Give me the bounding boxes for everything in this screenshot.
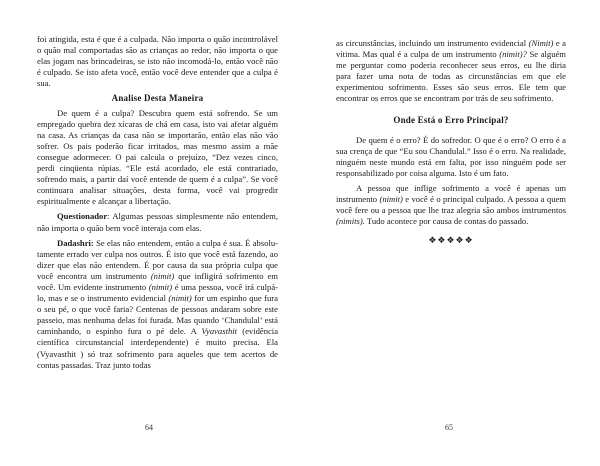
- right-paragraph-3: [336, 183, 566, 227]
- right-page-number: 65: [445, 423, 453, 432]
- term-nimit-d: (nimits).: [336, 216, 365, 227]
- right-text-3: Se alguém me perguntar como poderia reconhecer seus erros, eu lhe diria para fazer uma nota de todas as circunstâncias em que ele experimentou sofrimento. Esses são seus erros. Ele tem que encontrar os erros que se encontram por trás de seu sofrimento.: [336, 49, 566, 104]
- term-nimit-3: (nimit): [168, 293, 192, 304]
- right-text-5: e você é o principal culpado. A pessoa a quem você fere ou a pessoa que lhe traz alegria são ambos instrumentos: [336, 194, 566, 216]
- dadashri-label: Dadashri:: [57, 237, 94, 248]
- left-section-heading: Analise Desta Maneira: [111, 93, 204, 104]
- left-text-column: [37, 34, 278, 371]
- questioner-label: Questionador: [57, 211, 108, 222]
- dadashri-text-5: (evidência científica circunstancial interdependente) é muito precisa. Ela (Vyavasthit ) só traz sofrimento para aqueles que tem acertos de contas passadas. Traz junto todas: [37, 326, 279, 370]
- dadashri-text-1: Se elas não entendem, então a culpa é sua. É absolu- tamente errado ver culpa nos outros. É isto que você está fazendo, ao dizer que elas não entendem. É por causa da sua própria culpa que você encontra um instrumento: [37, 237, 278, 281]
- term-nimit-b: (nimit)?: [499, 49, 527, 60]
- dadashri-text-3: é uma pessoa, você irá culpá-lo, mas e se o instrumento evidencial: [37, 281, 278, 304]
- questioner-text: : Algumas pessoas simplesmente não entendem, não importa o quão bem você interaja com elas.: [37, 211, 278, 233]
- section-ornament: ❖❖❖❖❖: [428, 235, 474, 246]
- left-paragraph-2: De quem é a culpa? Descubra quem está sofrendo. Se um empregado quebra dez xícaras de chá em casa, isto vai afetar alguém na casa. As crianças da casa não se importarão, então elas não vão sofrer. Os pais poderão ficar irritados, mas mesmo assim a mãe consegue adormecer. O pai calcula o prejuízo, “Dez vezes cinco, perdi cinqüenta rúpias. “Ele está acordado, ele está contrariado, sofrendo mais, a partir daí você entende de quem é a culpa”. Se você continuara analisar situações, desta forma, você vai progredir espiritualmente e alcançar a libertação.: [37, 107, 278, 207]
- dadashri-text-4: for um espinho que fura o seu pé, o que você faria? Centenas de pessoas andaram sobre este passeio, mas nenhuma delas foi furada. Mas quando ‘Chandulal’ está caminhando, o espinho fura o pé dele. A: [37, 293, 278, 337]
- right-text-column: [336, 38, 566, 247]
- right-paragraph-2: De quem é o erro? É do sofredor. O que é o erro? O erro é a sua crença de que “Eu sou Chandulal.” Isso é o erro. Na realidade, ninguém neste mundo está em falta, por isso ninguém pode ser responsabilizado por coisa alguma. Isto é um fato.: [336, 134, 566, 178]
- left-paragraph-continued: foi atingida, esta é que é a culpada. Não importa o quão incontrolável o quão mal comportadas são as crianças ao redor, não importa o que elas jogam nas brincadeiras, se isto não incomodá-lo, então você não é culpado. Se isto afeta você, então você deve entender que a culpa é sua.: [37, 34, 278, 89]
- right-text-6: Tudo acontece por causa de contas do passado.: [364, 216, 529, 227]
- dadashri-text-2: que infligirá sofrimento em você. Um evidente instrumento: [37, 270, 278, 292]
- term-vyavasthit: Vyavasthit: [201, 326, 238, 337]
- right-text-4: A pessoa que inflige sofrimento a você é apenas um instrumento: [336, 183, 566, 205]
- term-nimit-c: (nimit): [379, 194, 403, 205]
- right-paragraph-continued: [336, 38, 566, 105]
- term-nimit-a: (Nimit): [528, 38, 554, 48]
- right-page: [300, 0, 600, 466]
- right-text-2: e a vítima. Mas qual é a culpa de um instrumento: [336, 38, 566, 60]
- left-page-number: 64: [145, 423, 153, 432]
- term-nimit-2: (nimit): [148, 281, 173, 292]
- term-nimit-1: (nimit): [150, 270, 175, 281]
- left-questioner-paragraph: [37, 211, 278, 233]
- right-text-1: as circunstâncias, incluindo um instrumento evidencial: [336, 38, 529, 48]
- left-dadashri-paragraph: [37, 238, 278, 371]
- right-section-heading: Onde Está o Erro Principal?: [393, 114, 509, 125]
